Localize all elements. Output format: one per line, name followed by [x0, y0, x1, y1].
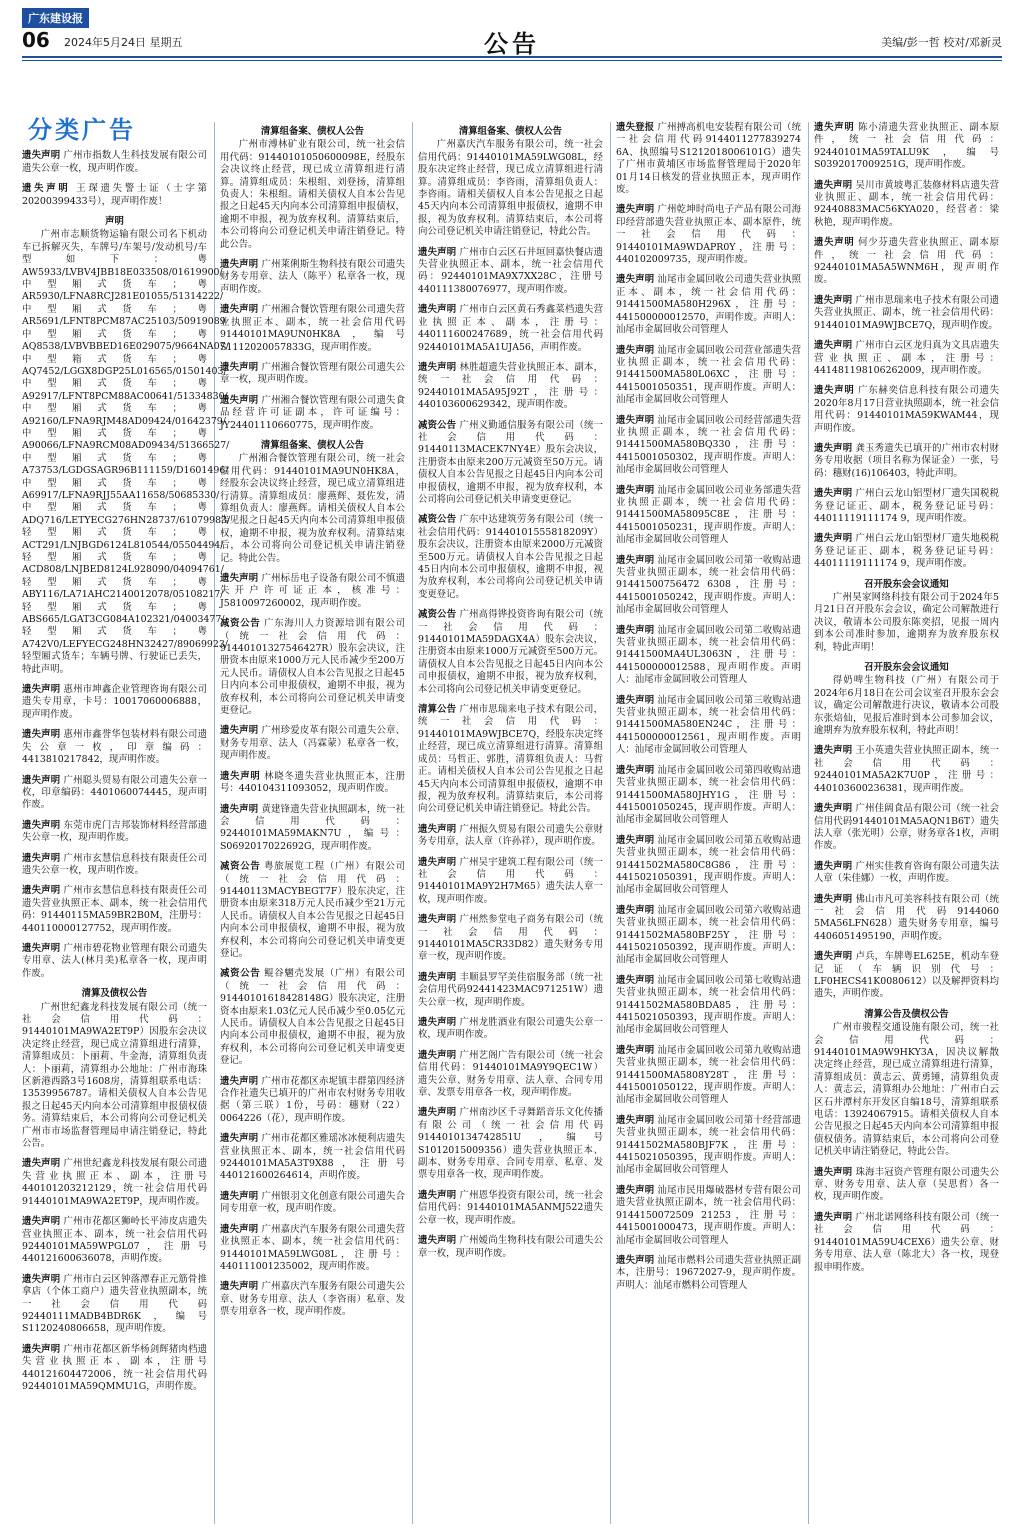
notice: [616, 485, 801, 547]
notice-title: 声明: [105, 216, 124, 228]
notice: [220, 126, 405, 251]
notice-keyword: 遗失声明: [616, 344, 655, 356]
notice-keyword: 遗失声明: [814, 1166, 853, 1178]
notice-keyword: 减资公告: [418, 514, 457, 526]
notice-keyword: 遗失声明: [220, 770, 261, 782]
notice: [220, 259, 405, 296]
notice-text: 广州北诺网络科技有限公司（统一社会信用代码：91440101MA59U4CEX6）遗失公章、财务专用章、法人章（陈北大）各一枚，现登报申明作废。: [814, 1211, 999, 1273]
notice-keyword: 遗失声明: [220, 725, 259, 737]
notice-keyword: 遗失声明: [814, 533, 853, 545]
notice: [220, 395, 405, 432]
notice-text: 广州乾坤时尚电子产品有限公司海印经营部遗失营业执照正本、副本原件，统一社会信用代码：91440101MA9WDAPR0Y，注册号：440102009735，现声明作废。: [616, 204, 801, 266]
notice-text: 广州恩华投资有限公司，统一社会信用代码：91440101MA5ANMJ522遗失公章一枚，现声明作废。: [418, 1189, 603, 1226]
notice-keyword: 遗失声明: [616, 414, 655, 426]
paper-name: 广东建设报: [22, 8, 89, 28]
notice-keyword: 遗失声明: [22, 819, 61, 831]
notice: [418, 1017, 603, 1042]
notice-keyword: 减资公告: [220, 861, 261, 873]
notice: [418, 1107, 603, 1181]
notice-text: 东莞市虎门吉邦装饰材料经营部遗失公章一枚，现声明作废。: [22, 819, 207, 844]
notice-keyword: 遗失声明: [418, 856, 457, 868]
notice-text: 广州高得铧投资咨询有限公司（统一社会信用代码：91440101MA59DAGX4A）股东会决议，注册资本由原来1000万元减资至500万元。请债权人自本公告见报之日起45日内向本公司申报债权，逾期不申报，视为放弃权利，本公司将向公司登记机关申请变更登记。: [418, 609, 603, 695]
notice-keyword: 遗失声明: [616, 1254, 655, 1266]
notice-text: 何少芬遗失营业执照正、副本原件，统一社会信用代码：92440101MA5A5WNM6H，现声明作废。: [814, 237, 999, 286]
notice-text: 广东海川人力资源培训有限公司（统一社会信用代码：91440101327546427R）股东会决议，注册资本由原来1000万元人民币减少至200万元人民币。请债权人自本公告见报之日起45日内向本公司申报债权，逾期不申报，视为放弃权利，本公司将向公司登记机关申请变更登记。: [220, 618, 405, 717]
notice: [814, 533, 999, 570]
notice: [616, 835, 801, 897]
editors-credit: 美编/彭一哲 校对/邓新灵: [881, 36, 1002, 49]
notice-text: 广州吴宇建筑工程有限公司（统一社会信用代码：91440101MA9Y2H7M65）遗失法人章一枚，现声明作废。: [418, 856, 603, 905]
notice: [814, 1212, 999, 1274]
notice-keyword: 遗失声明: [22, 684, 61, 696]
notice-keyword: 遗失声明: [418, 823, 457, 835]
notice-text: 广州湘合餐饮管理有限公司遗失公章一枚，现声明作废。: [220, 361, 405, 386]
notice: [418, 304, 603, 354]
notice: [22, 820, 207, 845]
notice: [616, 695, 801, 757]
notice-body: 广州市溥林矿业有限公司，统一社会信用代码：91440101050600098E，经股东会决议终止经营，现已成立清算组进行清算。清算组成员：朱根组、刘登扬，清算组负责人：朱根组。请相关债权人自本公告见报之日起45天内向本公司清算组申报债权，逾期不申报，视为放弃权利。清算结束后，本公司将向公司登记机关申请注销登记。特此公告。: [220, 139, 405, 250]
column-5: [814, 122, 999, 1524]
classified-banner: 分类广告: [28, 116, 136, 144]
notice-keyword: 遗失声明: [220, 1281, 259, 1293]
notice: [814, 237, 999, 287]
notice: [22, 853, 207, 878]
notice: [418, 514, 603, 601]
notice-title: 召开股东会会议通知: [864, 662, 949, 674]
notice-text: 广州龙胜酒业有限公司遗失公章一枚，现声明作废。: [418, 1017, 603, 1041]
notice-text: 王小英遗失营业执照正副本，统一社会信用代码：92440101MA5A2K7U0P，注册号：440103600236381，现声明作废。: [814, 745, 999, 794]
notice: [22, 150, 207, 175]
notice-text: 广州市花都区赤坭镇丰群第四经济合作社遗失已填开的广州市农村财务专用收据（第三联）1份，号码：穗财（22）0064226（花），现声明作废。: [220, 1075, 405, 1124]
notice: [814, 385, 999, 435]
notice-text: 林胜超遗失营业执照正本、副本，统一社会信用代码：92440101MA5A95J92T，注册号：440103600629342，现声明作废。: [418, 361, 603, 411]
notice-text: 广州聪头贸易有限公司遗失公章一枚，印章编码：4401060074445，现声明作废。: [22, 774, 207, 811]
notice-keyword: 遗失声明: [22, 1273, 61, 1285]
notice: [814, 1009, 999, 1159]
notice: [22, 1274, 207, 1336]
notice-text: 汕尾市金属回收公司第二收购站遗失营业执照正副本，统一社会信用代码：91441500MA4UL3063N，注册号：441500000012588，现声明作废。声明人：汕尾市金属回收公司管理人: [616, 624, 801, 686]
notice-text: 汕尾市金属回收公司第九收购站遗失营业执照正副本，统一社会信用代码：91441500MA5808Y28T，注册号：4415001050122，现声明作废。声明人：汕尾市金属回收公司管理人: [616, 1044, 801, 1106]
notice-title: 清算组备案、债权人公告: [260, 439, 365, 451]
notice: [22, 729, 207, 766]
notice: [22, 216, 231, 676]
notice-text: 广州市玄慧信息科技有限责任公司遗失营业执照正本、副本，统一社会信用代码：91440115MA59BR2B0M，注册号：440110000127752，现声明作废。: [22, 885, 207, 934]
notice-body: 广州嘉庆汽车服务有限公司，统一社会信用代码：91440101MA59LWG08L，经股东决定终止经营，现已成立清算组进行清算。清算组成员：李咨雨，清算组负责人：李咨雨。请相关债权人自本公告见报之日起45天内向本公司清算组申报债权，逾期不申报，视为放弃权利。清算结束后，本公司将向公司登记机关申请注销登记，特此公告。: [418, 139, 603, 238]
notice-title: 清算公告及债权公告: [864, 1008, 949, 1020]
notice: [814, 861, 999, 886]
notice-keyword: 遗失声明: [418, 1017, 457, 1028]
notice-keyword: 遗失声明: [418, 1235, 457, 1247]
notice-text: 广州市白云区龙归真为文具店遗失营业执照正、副本，注册号：441481198106262009，现声明作废。: [814, 340, 999, 376]
notice: [616, 1185, 801, 1247]
notice-keyword: 遗失声明: [418, 246, 457, 258]
notice: [220, 304, 405, 354]
notice: [220, 771, 405, 796]
notice: [616, 1255, 801, 1292]
notice-keyword: 遗失声明: [616, 1114, 655, 1126]
notice: [418, 247, 603, 297]
notice-keyword: 遗失声明: [616, 834, 655, 846]
notice: [616, 1115, 801, 1177]
notice-keyword: 遗失声明: [418, 971, 457, 983]
notice-keyword: 遗失声明: [220, 573, 259, 584]
notice: [616, 765, 801, 827]
notice-keyword: 遗失声明: [814, 803, 853, 815]
notice: [220, 618, 405, 717]
notice-keyword: 遗失声明: [814, 294, 853, 306]
column-2: [220, 122, 405, 1524]
notice-text: 汕尾市金属回收公司第七收购站遗失营业执照正副本，统一社会信用代码：91441502MA580BDA85，注册号：4415021050393，现声明作废。声明人：汕尾市金属回收公司管理人: [616, 974, 801, 1036]
notice-keyword: 遗失声明: [220, 1190, 259, 1202]
notice: [418, 420, 603, 507]
notice-keyword: 遗失声明: [616, 1184, 655, 1196]
notice-text: 王琛遗失警士证（士字第20200399433号），现声明作废！: [22, 183, 207, 207]
notice-keyword: 遗失声明: [22, 1343, 61, 1355]
notice: [616, 274, 801, 336]
notice-body: 广州湘合餐饮管理有限公司，统一社会信用代码：91440101MA9UN0HK8A，经股东会决议终止经营，现已成立清算组进行清算。清算组成员：廖燕辉、聂佐发，清算组负责人：廖燕辉。请相关债权人自本公告见报之日起45天内向本公司清算组申报债权，逾期不申报，视为放弃权利。清算结束后，本公司将向公司登记机关申请注销登记。特此公告。: [220, 453, 405, 564]
notice-keyword: 遗失声明: [616, 694, 655, 706]
notice-text: 广州市白云区黄石秀鑫菜档遗失营业执照正本、副本，注册号：440111600247689，统一社会信用代码92440101MA5A1UJA56，声明作废。: [418, 304, 603, 353]
notice-text: 广州嫒尚生物科技有限公司遗失公章一枚，现声明作废。: [418, 1235, 603, 1259]
notice-keyword: 遗失声明: [220, 361, 259, 373]
notice-keyword: 遗失声明: [814, 860, 853, 872]
notice-keyword: 遗失声明: [220, 394, 259, 406]
column-4: [616, 122, 801, 1524]
notice-keyword: 遗失声明: [814, 385, 855, 397]
notice-keyword: 遗失声明: [616, 554, 655, 566]
notice: [22, 684, 207, 721]
notice: [418, 1190, 603, 1227]
notice-body: 得奶啤生物科技（广州）有限公司于2024年6月18日在公司会议室召开股东会会议，确定公司解散进行决议，敬请本公司股东张焙仙，见报后准时到本公司参加会议，逾期弃为放弃股东权利，特此声明！: [814, 675, 999, 737]
notice: [22, 1344, 207, 1394]
notice: [220, 1224, 405, 1274]
notice-text: 广州市指数人生科技发展有限公司遗失公章一枚，现声明作废。: [22, 150, 207, 174]
notice-text: 龚玉秀遗失已填开的广州市农村财务专用收据（项目名称为保证金）一张，号码：穗财(16)106403，特此声明。: [814, 442, 999, 479]
notice-text: 广州市思瑞来电子技术有限公司，统一社会信用代码：91440101MA9WJBCE7Q，经股东决定终止经营，现已成立清算组进行清算。清算组成员：马哲正、郭胜，清算组负责人：马哲正。请相关债权人自本公司公告见报之日起45天内向本公司清算组申报债权，逾期不申报，视为放弃权利。清算结束后，本公司将向公司登记机关申请注销登记。特此公告。: [418, 704, 603, 815]
notice-text: 广州搏高机电安装程有限公司（统一社会信用代码9144011277839274 6A、执照编号S1212018006101G）遗失了广州市黄埔区市场监督管理局于2020年01月14日核发的营业执照正本，现声明作废。: [616, 122, 801, 196]
notice: [616, 122, 801, 196]
notice: [22, 885, 207, 935]
notice-keyword: 遗失声明: [22, 1216, 61, 1228]
notice-keyword: 遗失声明: [418, 304, 457, 316]
section-title: 公告: [484, 30, 540, 58]
columns: [22, 116, 1002, 1524]
column-divider: [610, 122, 611, 1524]
notice: [616, 204, 801, 266]
notice-text: 广东中达建筑劳务有限公司（统一社会信用代码：91440101555818209Y）股东会决议，注册资本由原来2000万元减资至500万元。请债权人自本公告见报之日起45日内向本公司申报债权，逾期不申报，视为放弃权利，本公司将向公司登记机关申请变更登记。: [418, 514, 603, 600]
notice-keyword: 遗失声明: [22, 885, 61, 897]
notice-keyword: 遗失声明: [814, 1211, 853, 1223]
notice-text: 广州银羽文化创意有限公司遗失合同专用章一枚，现声明作废。: [220, 1190, 405, 1215]
notice-keyword: 遗失声明: [814, 179, 853, 191]
notice-keyword: 遗失声明: [22, 852, 61, 864]
notice: [418, 362, 603, 412]
notice: [814, 951, 999, 1001]
notice-keyword: 减资公告: [418, 609, 457, 621]
column-divider: [214, 122, 215, 1524]
notice: [418, 857, 603, 907]
notice: [616, 1045, 801, 1107]
notice-keyword: 遗失声明: [814, 237, 855, 249]
notice-text: 汕尾市金属回收公司第四收购站遗失营业执照正副本，统一社会信用代码：91441500MA580JHY1G，注册号：4415001050245，现声明作废。声明人：汕尾市金属回收公司管理人: [616, 764, 801, 826]
notice-text: 鲲谷魍壳发展（广州）有限公司（统一社会信用代码：91440101618428148G）股东决定，注册资本由原来1.03亿元人民币减少至0.05亿元人民币。请债权人自本公告见报之日起45日内向本公司申报债权，逾期不申报，视为放弃权利，本公司将向公司登记机关申请变更登记。: [220, 968, 405, 1067]
notice-keyword: 遗失声明: [22, 150, 61, 162]
notice-text: 广州珍爱皮革有限公司遗失公章、财务专用章、法人（冯霖蒙）私章各一枚，现声明作废。: [220, 725, 405, 762]
notice: [418, 126, 603, 239]
notice-keyword: 遗失声明: [418, 361, 457, 373]
notice-keyword: 遗失声明: [418, 914, 457, 926]
notice-keyword: 减资公告: [220, 968, 261, 980]
notice-body: 广州市骏程交通设施有限公司，统一社会信用代码：91440101MA9W9HKY3A，因决议解散决定终止经营，现已成立清算组进行清算，清算组成员：黄志云、黄勇锤，清算组负责人：黄志云，清算组办公地址：广州市白云区石井潭村东开发区自编18号，清算组联系电话：13924067915。请相关债权人自本公告见报之日起45天内向本公司清算组申报债权债务。清算结束后，本公司将向公司登记机关申请注销登记，特此公告。: [814, 1022, 999, 1158]
notice-keyword: 遗失声明: [616, 974, 655, 986]
notice-text: 汕尾市金属回收公司第三收购站遗失营业执照正副本，统一社会信用代码：91441500MA580EN24C，注册号：441500000012561，现声明作废。声明人：汕尾市金属回收公司管理人: [616, 694, 801, 756]
notice-text: 广州白云龙山铝型材厂遗失国税税务登记证正、副本，税务登记证号码：44011119111174 9，现声明作废。: [814, 488, 999, 524]
notice-keyword: 遗失声明: [22, 729, 61, 741]
notice-keyword: 清算公告: [418, 704, 457, 716]
notice-title: 清算组备案、债权人公告: [260, 126, 365, 137]
notice-keyword: 遗失声明: [814, 893, 853, 905]
notice-text: 粤旅展览工程（广州）有限公司（统一社会信用代码：91440113MACYBEGT7F）股东决定，注册资本由原来318万元人民币减少至21万元人民币。请债权人自本公告见报之日起45日内向本公司申报债权，逾期不申报，视为放弃权利，本公司将向公司登记机关申请变更登记。: [220, 861, 405, 959]
notice: [814, 295, 999, 332]
notice: [418, 609, 603, 696]
notice-title: 召开股东会会议通知: [864, 578, 949, 590]
notice-text: 广州义勤通信服务有限公司（统一社会信用代码：91440113MACEK7NY4E）股东会决议，注册资本由原来200万元减资至50万元。请债权人自本公告见报之日起45日内向本公司申报债权，逾期不申报，视为放弃权利，本公司将向公司登记机关申请变更登记。: [418, 419, 603, 505]
notice: [22, 183, 207, 208]
notice-text: 广州嘉庆汽车服务有限公司遗失公章、财务专用章、法人（李咨雨）私章、发票专用章各一枚，现声明作废。: [220, 1281, 405, 1318]
notice: [616, 975, 801, 1037]
notice-body: 广州世纪鑫龙科技发展有限公司（统一社会信用代码：91440101MA9WA2ET9P）因股东会决议决定终止经营，现已成立清算组进行清算，清算组成员：卜丽莉、牛金海，清算组负责人：卜丽莉，清算组办公地址：广州市海珠区新港西路3号1608房，清算组联系电话：13539956787。请相关债权人自本公告见报之日起45天内向本公司清算组申报债权债务。清算结束后，本公司将向公司登记机关广州市市场监督管理局申请注销登记，特此公告。: [22, 1001, 207, 1150]
notice-text: 广州然参堂电子商务有限公司（统一社会信用代码：91440101MA5CR33D82）遗失财务专用章一枚，现声明作废。: [418, 914, 603, 963]
notice-keyword: 遗失声明: [616, 204, 655, 216]
notice: [220, 861, 405, 960]
notice-keyword: 遗失声明: [22, 942, 61, 954]
notice-text: 佛山市凡可美容科技有限公司（统一社会信用代码9144060 5MA56LFN628）遗失财务专用章，编号4406051495190，声明作废。: [814, 893, 999, 942]
column-1: [22, 116, 231, 1524]
notice-body: 广州昊家网络科技有限公司于2024年5月21日召开股东会会议，确定公司解散进行决议，敬请本公司股东陈奕招，见报一周内到本公司准时参加，逾期弃为放弃股东权利，特此声明！: [814, 592, 999, 653]
notice-keyword: 遗失声明: [22, 183, 71, 195]
notice: [814, 662, 999, 737]
notice: [814, 488, 999, 525]
notice-text: 广州标岳电子设备有限公司不慎遗失开户许可证正本，核准号：J5810097260002，现声明作废。: [220, 573, 405, 609]
notice-text: 汕尾市金属回收公司遗失营业执照正本、副本，统一社会信用代码：91441500MA580H296X，注册号：441500000012570，声明作废。声明人：汕尾市金属回收公司管理人: [616, 274, 801, 336]
notice-text: 广州佳阔食品有限公司（统一社会信用代码91440101MA5AQN1B6T）遗失法人章（张光明）公章，财务章各1枚，声明作废。: [814, 803, 999, 852]
column-3: [418, 122, 603, 1524]
masthead: [22, 8, 1002, 68]
notice: [814, 443, 999, 480]
notice: [418, 704, 603, 816]
notice-text: 广州世纪鑫龙科技发展有限公司遗失营业执照正本、副本，注册号440101203212129，统一社会信用代码91440101MA9WA2ET9P，现声明作废。: [22, 1158, 207, 1207]
notice-text: 珠海丰冠资产管理有限公司遗失公章、财务专用章、法人章（吴思哲）各一枚，现声明作废。: [814, 1166, 999, 1203]
notice-text: 汕尾市金属回收公司第五收购站遗失营业执照正副本，统一社会信用代码：91441502MA580C8G86，注册号：4415021050391，现声明作废。声明人：汕尾市金属回收公司管理人: [616, 834, 801, 896]
notice-text: 广州白云龙山铝型材厂遗失地税税务登记证正、副本，税务登记证号码：44011119111174 9，现声明作废。: [814, 533, 999, 570]
notice-keyword: 遗失声明: [616, 1044, 655, 1056]
notice: [616, 345, 801, 407]
notice-keyword: 遗失声明: [616, 764, 655, 776]
notice: [220, 1191, 405, 1216]
notice-keyword: 遗失声明: [220, 1075, 259, 1087]
notice-text: 广州实佳教育咨询有限公司遗失法人章（朱佳娜）一枚，声明作废。: [814, 860, 999, 885]
notice: [616, 415, 801, 477]
notice: [418, 972, 603, 1009]
notice: [814, 894, 999, 944]
notice-body: 广州市志顺货物运输有限公司名下机动车已拆解灭失，车牌号/车架号/发动机号/车型如下：粤AW5933/LVBV4JBB18E033508/01619900/中型厢式货车；粤AR5930/LFNA8RCJ281E01055/51314222/中型厢式货车；粤AR5691/LFNT8PCM87AC25103/50919089中型厢式货车；粤AQ8538/LVBVBBED16E029075/9664NA07/中型箱式货车；粤AQ7452/LGGX8DGP25L016565/01501403/中型厢式货车；粤A92917/LFNT8PCM88AC00641/51334830/中型厢式货车；粤A92160/LFNA9RJM48AD09424/01642379/中型厢式货车；粤A90066/LFNA9RCM08AD09434/51366527/中型厢式货车；粤A73753/LGDGSAGR96B111159/D1601496/中型厢式货车；粤A69917/LFNA9RJJ55AA11658/50685330/中型厢式货车；粤ADQ716/LETYECG276HN28737/61079983/轻型厢式货车；粤ACT291/LNJBGD6124L810544/05504494/轻型厢式货车；粤ACD808/LNJBED8124L928090/04094761/轻型厢式货车；粤ABY116/LA71AHC2140012078/05108217/轻型厢式货车；粤ABS665/LGAT3CG084A102321/04003477/轻型厢式货车；粤A742V0/LEFYECG248HN32427/89069923/轻型厢式货车；车辆号牌、行驶证已丢失，特此声明。: [22, 229, 231, 675]
notice-keyword: 减资公告: [418, 419, 457, 431]
notice-keyword: 遗失声明: [220, 803, 259, 815]
notice-keyword: 遗失声明: [616, 484, 655, 496]
notice: [220, 804, 405, 854]
notice: [22, 1158, 207, 1208]
notice: [418, 914, 603, 964]
notice-keyword: 遗失声明: [814, 951, 853, 963]
header-rule-thin: [22, 60, 1002, 61]
notice-text: 卢兵，车牌粤EL625E，机动车登记证（车辆识别代号：LF0HECS41K0080612）以及解押资料均遗失，声明作废。: [814, 951, 999, 1000]
notice-text: 丰顺县罗罕美佳宿服务部（统一社会信用代码92441423MAC971251W）遗失公章一枚，现声明作废。: [418, 971, 603, 1008]
notice: [418, 824, 603, 849]
notice: [220, 1281, 405, 1318]
notice-text: 吴川市黄坡粤汇装修材料店遗失营业执照正、副本，统一社会信用代码：92440883MAC56KYA020，经营者：梁秋艳，现声明作废。: [814, 179, 999, 228]
notice: [814, 1167, 999, 1204]
notice-text: 林晓冬遗失营业执照正本，注册号：440104311093052，现声明作废。: [220, 770, 405, 795]
notice: [616, 625, 801, 687]
notice: [616, 555, 801, 617]
notice: [418, 1235, 603, 1260]
notice: [814, 122, 999, 172]
notice: [22, 943, 207, 980]
notice-text: 广州艺阁广告有限公司（统一社会信用代码：91440101MA9Y9QEC1W）遗失公章、财务专用章、法人章、合同专用章、发票专用章各一枚，现声明作废。: [418, 1049, 603, 1099]
notice-keyword: 遗失声明: [814, 442, 853, 454]
notice-text: 惠州市鑫誉华包装材料有限公司遗失公章一枚，印章编码：4413810217842，现声明作废。: [22, 729, 207, 766]
notice-text: 广东赫奕信息科技有限公司遗失2020年8月17日营业执照副本，统一社会信用代码：91440101MA59KWAM44，现声明作废。: [814, 385, 999, 434]
notice-keyword: 遗失声明: [418, 1049, 457, 1061]
notice: [22, 988, 207, 1150]
notice-text: 广州市花都区雅瑶冰冰便利店遗失营业执照正本、副本，统一社会信用代码92440101MA5A3T9X88，注册号440121600264614，声明作废。: [220, 1133, 405, 1182]
notice-keyword: 遗失声明: [814, 340, 853, 352]
notice: [220, 440, 405, 565]
notice: [418, 1050, 603, 1100]
notice-keyword: 遗失声明: [814, 122, 855, 133]
notice: [22, 1216, 207, 1266]
notice-text: 陈小清遗失营业执照正、副本原件，统一社会信用代码：92440101MA59TALU9K，编号S0392017009251G，现声明作废。: [814, 122, 999, 171]
notice: [814, 579, 999, 654]
issue-date: 2024年5月24日 星期五: [64, 36, 183, 49]
notice-keyword: 遗失声明: [22, 1158, 61, 1170]
notice-keyword: 遗失声明: [418, 1189, 457, 1201]
notice-text: 汕尾市金属回收公司经营部遗失营业执照正副本，统一社会信用代码：91441500MA580BQ330，注册号：4415001050302，现声明作废。声明人：汕尾市金属回收公司管理人: [616, 414, 801, 476]
notice: [814, 745, 999, 795]
notice-text: 广州市思瑞来电子技术有限公司遗失营业执照正、副本，统一社会信用代码：91440101MA9WJBCE7Q，现声明作废。: [814, 294, 999, 331]
notice-text: 广州市玄慧信息科技有限责任公司遗失公章一枚，现声明作废。: [22, 852, 207, 876]
notice-keyword: 遗失声明: [22, 774, 61, 786]
notice: [616, 905, 801, 967]
notice-text: 汕尾市金属回收公司营业部遗失营业执照正副本，统一社会信用代码：91441500MA580L06XC，注册号：4415001050351，现声明作废。声明人：汕尾市金属回收公司管理人: [616, 344, 801, 406]
notice-title: 清算组备案、债权人公告: [458, 126, 563, 137]
notice-text: 广州南沙区千寻舞蹈音乐文化传播有限公司（统一社会信用代码9144010134742851U，编号S1012015009356）遗失营业执照正本、副本、财务专用章、合同专用章、私章、发票专用章各一枚，现声明作废。: [418, 1107, 603, 1181]
notice-text: 广州市碧花物业管理有限公司遗失专用章、法人(林月美)私章各一枚，现声明作废。: [22, 942, 207, 979]
notice-text: 汕尾市民用爆破器材专营有限公司遗失营业执照正副本，统一社会信用代码：9144150072509 21253，注册号：4415001000473，现声明作废。声明人：汕尾市金属回收公司管理人: [616, 1184, 801, 1246]
notice: [220, 968, 405, 1067]
notice: [814, 180, 999, 230]
notice-keyword: 减资公告: [220, 618, 261, 630]
header-rule: [22, 56, 1002, 58]
notice-text: 汕尾市金属回收公司第十经营部遗失营业执照正副本，统一社会信用代码：91441502MA580BJF7K，注册号：4415021050395，现声明作废。声明人：汕尾市金属回收公司管理人: [616, 1114, 801, 1176]
notice-text: 汕尾市金属回收公司第一收购站遗失营业执照正副本，统一社会信用代码：91441500756472 6308，注册号：4415001050242，现声明作废。声明人：汕尾市金属回收公司管理人: [616, 554, 801, 616]
notice-text: 广州嘉庆汽车服务有限公司遗失营业执照正本、副本，统一社会信用代码：91440101MA59LWG08L，注册号：440111001235002，现声明作废。: [220, 1223, 405, 1272]
notice: [220, 362, 405, 387]
notice: [22, 775, 207, 812]
notice-keyword: 遗失声明: [814, 745, 853, 757]
notice-keyword: 遗失声明: [616, 274, 655, 286]
notice-text: 广州市白云区钟落潭春正元筋骨推拿店（个体工商户）遗失营业执照副本，统一社会信用代码92440111MADB4BDR6K，编号S1120240806658，现声明作废。: [22, 1273, 207, 1335]
notice-text: 汕尾市金属回收公司业务部遗失营业执照正副本，统一社会信用代码：91441500MA58095C8E，注册号：4415001050231，现声明作废。声明人：汕尾市金属回收公司管理人: [616, 484, 801, 546]
notice-title: 清算及债权公告: [81, 988, 148, 1000]
notice-text: 广州市花都区狮岭长平沛皮店遗失营业执照正本、副本，统一社会信用代码92440101MA59WPGL07，注册号440121600636078，声明作废。: [22, 1216, 207, 1265]
notice-keyword: 遗失声明: [220, 1133, 259, 1145]
notice-text: 惠州市坤鑫企业管理咨询有限公司遗失专用章，卡号：10017060006888，现声明作废。: [22, 684, 207, 720]
notice-text: 汕尾市燃料公司遗失营业执照正副本，注册号：19672027-9，现声明作废。声明人：汕尾市燃料公司管理人: [616, 1254, 801, 1291]
page-number: 06: [22, 28, 50, 52]
notice: [220, 573, 405, 610]
notice-text: 广州莱俐斯生物科技有限公司遗失财务专用章、法人（陈平）私章各一枚，现声明作废。: [220, 259, 405, 295]
notice-keyword: 遗失声明: [616, 904, 655, 916]
column-divider: [808, 122, 809, 1524]
notice: [814, 803, 999, 853]
notice-keyword: 遗失声明: [616, 624, 655, 636]
notice-keyword: 遗失声明: [220, 259, 259, 271]
notice: [220, 1133, 405, 1183]
notice: [814, 340, 999, 377]
notice: [220, 725, 405, 762]
notice-keyword: 遗失声明: [220, 1223, 259, 1235]
notice-keyword: 遗失声明: [418, 1107, 457, 1119]
notice-text: 广州振久贸易有限公司遗失公章财务专用章，法人章（许孙祥），现声明作废。: [418, 823, 603, 848]
column-divider: [412, 122, 413, 1524]
notice-text: 黄建锋遗失营业执照副本，统一社会信用代码：92440101MA59MAKN7U，编号：S0692017022692G，现声明作废。: [220, 803, 405, 852]
notice-keyword: 遗失登报: [616, 122, 655, 133]
notice-text: 广州湘合餐饮管理有限公司遗失食品经营许可证副本，许可证编号：JY24401110660775，现声明作废。: [220, 394, 405, 431]
notice: [220, 1076, 405, 1126]
notice-keyword: 遗失声明: [814, 488, 853, 500]
notice-keyword: 遗失声明: [220, 304, 259, 316]
notice-text: 广州市花都区新华杨剑辉猪肉档遗失营业执照正本、副本，注册号440121604472006，统一社会信用代码92440101MA59QMMU1G，声明作废。: [22, 1343, 207, 1392]
notice-text: 汕尾市金属回收公司第六收购站遗失营业执照正副本，统一社会信用代码：91441502MA580BF25Y，注册号：4415021050392，现声明作废。声明人：汕尾市金属回收公司管理人: [616, 904, 801, 966]
notice-text: 广州市白云区石井垣回嘉快餐店遗失营业执照正本、副本，统一社会信用代码：92440101MA9X7XX28C，注册号440111380076977，现声明作废。: [418, 246, 603, 295]
notice-text: 广州湘合餐饮管理有限公司遗失营业执照正本、副本，统一社会信用代码91440101MA9UN0HK8A，编号S1112020057833G，现声明作废。: [220, 304, 405, 353]
